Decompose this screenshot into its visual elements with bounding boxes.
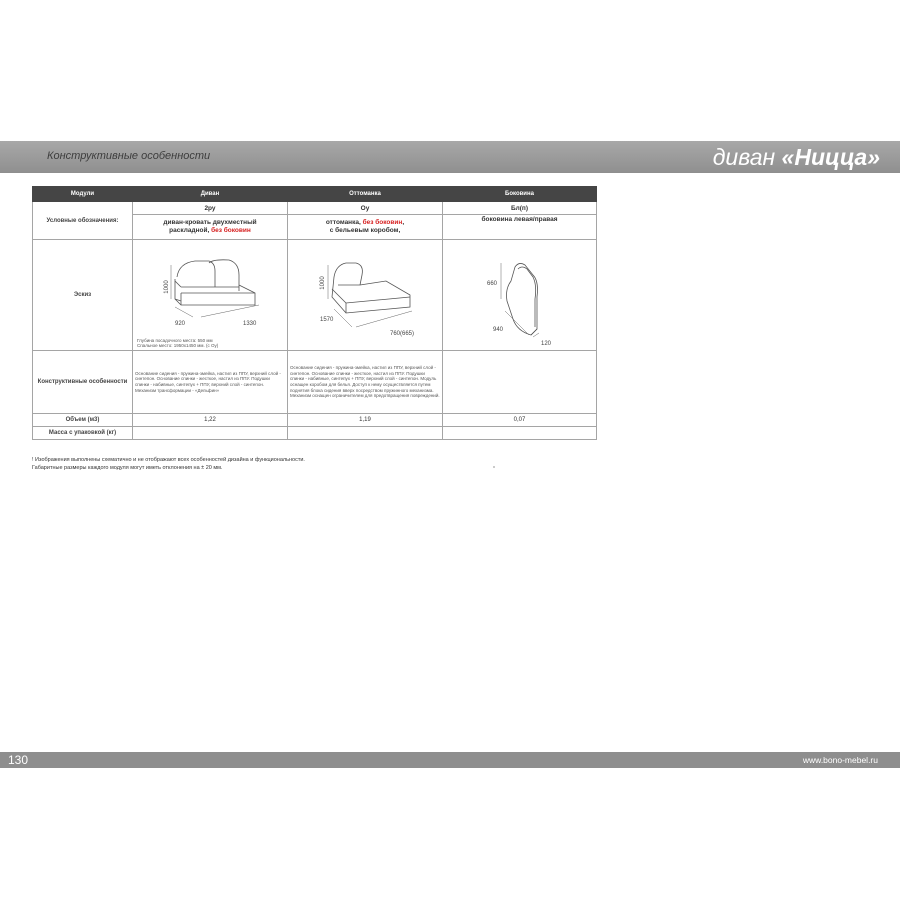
footnotes xyxy=(32,457,305,472)
sketch-row xyxy=(33,240,597,351)
sketch-ottoman-cell xyxy=(288,240,443,351)
code-side: Бл(п) xyxy=(443,202,597,215)
desc-ottoman xyxy=(288,215,443,240)
mass-sofa xyxy=(133,427,288,440)
sofa-dim-width: 1330 xyxy=(243,321,257,327)
mass-row xyxy=(33,427,597,440)
website-link[interactable]: www.bono-mebel.ru xyxy=(802,755,878,765)
volume-row xyxy=(33,414,597,427)
sofa-seat-depth-note: Глубина посадочного места: 550 мм xyxy=(137,338,213,343)
features-ottoman: Основание сидения - пружина-змейка, настил из ППУ, верхний слой - синтепон. Основание спинки - жесткое, настил из ППУ. Подушки спинки - набивные, синтепух + ППУ, верхний слой - синтепон. Модуль оснащен коробом для белья. Доступ к нему осуществляется путем поднятия блока сидения вверх посредством пружинного механизма. Механизм оснащен ограничителем для предотвращения повреждений. xyxy=(288,351,443,414)
side-dim-depth: 940 xyxy=(493,327,504,333)
product-title-prefix: диван xyxy=(712,144,776,170)
volume-label: Объем (м3) xyxy=(33,414,133,427)
ottoman-dim-width: 760(665) xyxy=(390,331,415,337)
side-panel-sketch xyxy=(445,241,599,349)
page-number: 130 xyxy=(8,753,29,767)
features-row xyxy=(33,351,597,414)
header-band xyxy=(0,141,900,173)
side-dim-width: 120 xyxy=(541,341,552,347)
designation-label: Условные обозначения: xyxy=(33,202,133,240)
side-panel-outline xyxy=(507,263,538,335)
mass-label: Масса с упаковкой (кг) xyxy=(33,427,133,440)
features-label: Конструктивные особенности xyxy=(33,351,133,414)
desc-side-line1: боковина левая/правая xyxy=(481,216,558,223)
sketch-sofa-cell xyxy=(133,240,288,351)
footnote-schematic: ! Изображения выполнены схематично и не отображают всех особенностей дизайна и функциональности. xyxy=(32,457,305,463)
desc-ottoman-no-sides: без боковин xyxy=(362,219,403,226)
col-header-side: Боковина xyxy=(443,187,597,202)
module-spec-table xyxy=(32,186,597,440)
code-ottoman: Оу xyxy=(288,202,443,215)
col-header-ottoman: Оттоманка xyxy=(288,187,443,202)
mass-ottoman xyxy=(288,427,443,440)
desc-sofa-line2: раскладной, xyxy=(169,227,212,234)
sofa-sketch xyxy=(135,241,290,349)
code-row xyxy=(33,202,597,215)
features-side xyxy=(443,351,597,414)
ottoman-dim-depth: 1570 xyxy=(320,317,334,323)
sketch-label: Эскиз xyxy=(33,240,133,351)
sofa-dim-depth: 920 xyxy=(175,321,186,327)
side-dim-height: 660 xyxy=(487,281,498,287)
mass-side xyxy=(443,427,597,440)
volume-ottoman: 1,19 xyxy=(288,414,443,427)
desc-ottoman-tail: , xyxy=(402,219,405,226)
sofa-back-left xyxy=(177,261,215,287)
desc-ottoman-line1: оттоманка, xyxy=(325,219,363,226)
features-sofa: Основание сидения - пружина-змейка, настил из ППУ, верхний слой - синтепон. Основание спинки - жесткое, настил из ППУ. Подушки спинки - набивные, синтепух + ППУ, верхний слой - синтепон. Механизм трансформации - «Дельфин» xyxy=(133,351,288,414)
desc-sofa-line1: диван-кровать двухместный xyxy=(163,219,257,226)
decorative-dot xyxy=(493,466,495,468)
desc-sofa xyxy=(133,215,288,240)
col-header-modules: Модули xyxy=(33,187,133,202)
table-header-row xyxy=(33,187,597,202)
ottoman-sketch xyxy=(290,241,445,349)
col-header-sofa: Диван xyxy=(133,187,288,202)
footnote-tolerance: Габаритные размеры каждого модуля могут иметь отклонения на ± 20 мм. xyxy=(32,464,223,471)
sketch-side-cell xyxy=(443,240,597,351)
ottoman-backrest xyxy=(334,263,362,285)
sofa-bed-size-note: Спальное место: 1950х1450 мм. (с Оу) xyxy=(137,343,219,348)
sofa-dim-height: 1000 xyxy=(164,280,170,294)
product-title xyxy=(713,144,880,171)
volume-side: 0,07 xyxy=(443,414,597,427)
desc-ottoman-line2: с бельевым коробом, xyxy=(329,227,401,234)
desc-sofa-no-sides: без боковин xyxy=(211,227,251,234)
ottoman-dim-height: 1000 xyxy=(320,276,326,290)
desc-side xyxy=(443,215,597,240)
code-sofa: 2ру xyxy=(133,202,288,215)
product-title-name: «Ницца» xyxy=(781,144,880,170)
section-title: Конструктивные особенности xyxy=(47,150,211,162)
sofa-sketch-notes xyxy=(137,338,218,348)
footer-band xyxy=(0,752,900,768)
volume-sofa: 1,22 xyxy=(133,414,288,427)
